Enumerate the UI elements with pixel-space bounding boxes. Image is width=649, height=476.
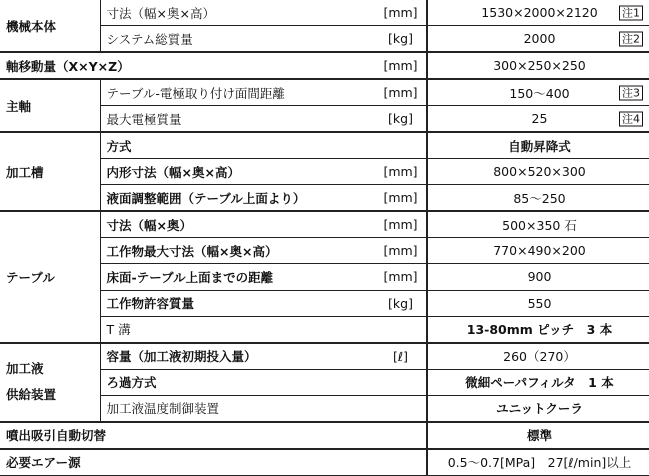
row-tank-method	[0, 132, 649, 159]
unit-table-workpiece: [mm]	[375, 238, 427, 264]
note-2-badge: 注2	[619, 31, 643, 46]
row-spindle-distance	[0, 79, 649, 106]
unit-table-floor: [mm]	[375, 264, 427, 290]
value-machine-dims	[427, 0, 649, 26]
value-table-load: 550	[427, 290, 649, 316]
label-table-dims: 寸法（幅×奥）	[100, 211, 375, 238]
note-4-badge: 注4	[619, 111, 643, 126]
unit-axis: [mm]	[375, 52, 427, 79]
label-air: 必要エアー源	[0, 449, 427, 476]
unit-table-dims: [mm]	[375, 211, 427, 238]
category-table: テーブル	[0, 211, 100, 342]
label-fluid-filter: ろ過方式	[100, 369, 375, 395]
label-fluid-temp: 加工液温度制御装置	[100, 395, 375, 422]
value-spindle-electrode	[427, 106, 649, 133]
label-axis: 軸移動量（X×Y×Z）	[0, 52, 375, 79]
unit-tank-level: [mm]	[375, 185, 427, 212]
category-fluid-line2: 供給装置	[6, 387, 57, 403]
value-table-tslot: 13-80mm ピッチ 3 本	[427, 316, 649, 343]
unit-fluid-filter	[375, 369, 427, 395]
row-axis	[0, 52, 649, 79]
row-machine-dims	[0, 0, 649, 26]
unit-spindle-distance: [mm]	[375, 79, 427, 106]
unit-table-tslot	[375, 316, 427, 343]
row-air	[0, 449, 649, 476]
value-axis: 300×250×250	[427, 52, 649, 79]
value-machine-mass	[427, 26, 649, 53]
label-table-tslot: T 溝	[100, 316, 375, 343]
unit-machine-dims: [mm]	[375, 0, 427, 26]
value-text: 2000	[523, 31, 556, 47]
unit-tank-method	[375, 132, 427, 159]
label-table-floor: 床面-テーブル上面までの距離	[100, 264, 375, 290]
value-fluid-filter: 微細ペーパフィルタ 1 本	[427, 369, 649, 395]
unit-fluid-temp	[375, 395, 427, 422]
label-table-load: 工作物許容質量	[100, 290, 375, 316]
value-table-workpiece: 770×490×200	[427, 238, 649, 264]
value-jet: 標準	[427, 422, 649, 449]
label-tank-inner: 内形寸法（幅×奥×高）	[100, 159, 375, 185]
value-tank-level: 85〜250	[427, 185, 649, 212]
value-text: 150〜400	[509, 85, 570, 101]
value-table-dims: 500×350 石	[427, 211, 649, 238]
value-fluid-capacity: 260（270）	[427, 343, 649, 370]
label-spindle-distance: テーブル-電極取り付け面間距離	[100, 79, 375, 106]
row-jet	[0, 422, 649, 449]
value-tank-method: 自動昇降式	[427, 132, 649, 159]
label-tank-level: 液面調整範囲（テーブル上面より）	[100, 185, 375, 212]
label-table-workpiece: 工作物最大寸法（幅×奥×高）	[100, 238, 375, 264]
value-tank-inner: 800×520×300	[427, 159, 649, 185]
label-machine-dims: 寸法（幅×奥×高）	[100, 0, 375, 26]
note-3-badge: 注3	[619, 85, 643, 100]
row-fluid-capacity	[0, 343, 649, 370]
category-machine: 機械本体	[0, 0, 100, 52]
unit-spindle-electrode: [kg]	[375, 106, 427, 133]
label-spindle-electrode: 最大電極質量	[100, 106, 375, 133]
unit-tank-inner: [mm]	[375, 159, 427, 185]
value-table-floor: 900	[427, 264, 649, 290]
unit-fluid-capacity: [ℓ]	[375, 343, 427, 370]
category-tank: 加工槽	[0, 132, 100, 211]
value-fluid-temp: ユニットクーラ	[427, 395, 649, 422]
label-fluid-capacity: 容量（加工液初期投入量）	[100, 343, 375, 370]
row-table-dims	[0, 211, 649, 238]
note-1-badge: 注1	[619, 5, 643, 20]
value-text: 1530×2000×2120	[481, 5, 598, 21]
value-spindle-distance	[427, 79, 649, 106]
value-air: 0.5〜0.7[MPa] 27[ℓ/min]以上	[427, 449, 649, 476]
label-jet: 噴出吸引自動切替	[0, 422, 427, 449]
label-tank-method: 方式	[100, 132, 375, 159]
unit-table-load: [kg]	[375, 290, 427, 316]
category-fluid-line1: 加工液	[6, 361, 44, 377]
category-fluid	[0, 343, 100, 422]
category-spindle: 主軸	[0, 79, 100, 132]
value-text: 25	[531, 111, 548, 127]
label-machine-mass: システム総質量	[100, 26, 375, 53]
unit-machine-mass: [kg]	[375, 26, 427, 53]
